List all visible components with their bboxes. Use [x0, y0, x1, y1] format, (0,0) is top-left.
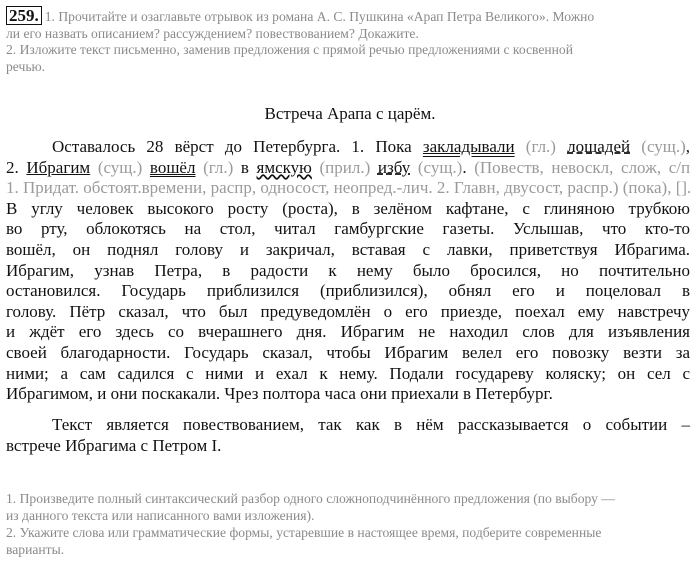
pos-tag: (сущ.)	[417, 157, 463, 177]
text-title: Встреча Арапа с царём.	[264, 104, 436, 123]
analyzed-line-1	[6, 137, 690, 158]
attribute-word: ямскую	[256, 157, 312, 177]
paragraph-line: во рту, облокотясь на стол, читал гамбургские газеты. Услышав, что кто-то	[6, 219, 690, 239]
analysis-note-line: 1. Придат. обстоят.времени, распр, односост, неопред.-лич. 2. Главн, двусост, распр.) (пока), [].	[6, 178, 692, 198]
footer-line: варианты.	[6, 542, 65, 557]
paragraph-line: ними; а сам садился с ними и ехал к нему. Подали государеву коляску; он сел с	[6, 363, 690, 383]
task-line: речью.	[6, 58, 46, 74]
text-segment: 2.	[6, 157, 27, 177]
footer-line: 1. Произведите полный синтаксический разбор одного сложноподчинённого предложения (по выбору —	[6, 491, 615, 506]
predicate-word: вошёл	[149, 157, 196, 177]
object-word: лошадей	[567, 137, 631, 156]
task-instructions	[6, 6, 690, 75]
pos-tag: (гл.)	[525, 137, 556, 156]
paragraph-line: остановился. Государь приблизился (приблизился), обнял его и поцеловал в	[6, 281, 690, 301]
pos-tag: (прил.)	[319, 157, 371, 177]
footer-line: из данного текста или написанного вами изложения).	[6, 508, 315, 523]
text-segment: Оставалось 28 вёрст до Петербурга. 1. Пока	[52, 137, 423, 156]
paragraph-line: и ждёт его здесь со вчерашнего дня. Ибрагим не находил слов для изъявления	[6, 322, 690, 342]
predicate-word: закладывали	[422, 137, 515, 156]
paragraph-line: вошёл, он поднял голову и закричал, вставая с лавки, приветствуя Ибрагима.	[6, 239, 690, 259]
adverbial-word: избу	[377, 157, 411, 177]
footer-line: 2. Укажите слова или грамматические формы, устаревшие в настоящее время, подберите современные	[6, 525, 602, 540]
task-line: ли его назвать описанием? рассуждением? повествованием? Докажите.	[6, 25, 419, 41]
text-segment: в	[240, 157, 249, 177]
conclusion	[6, 415, 690, 456]
paragraph-line: В углу человек высокого росту (роста), в зелёном кафтане, с глиняною трубкою	[6, 198, 690, 218]
conclusion-line: Текст является повествованием, так как в нём рассказывается о событии –	[52, 415, 690, 434]
pos-tag: (гл.)	[203, 157, 234, 177]
paragraph-line: Ибрагимом, и они поскакали. Чрез полтора часа они приехали в Петербург.	[6, 384, 553, 404]
task-line: 2. Изложите текст письменно, заменив предложения с прямой речью предложениями с косвенной	[6, 42, 574, 57]
text-segment: ,	[685, 137, 691, 156]
footer-tasks	[6, 490, 690, 558]
pos-tag: (сущ.)	[97, 157, 143, 177]
analysis-note: (Повеств, невоскл, слож, с/п	[474, 157, 691, 177]
subject-word: Ибрагим	[26, 157, 91, 177]
analyzed-line-2	[6, 158, 690, 179]
main-text	[6, 137, 690, 405]
exercise-number: 259.	[6, 6, 42, 25]
paragraph-line: своей благодарности. Государь сказал, чтобы Ибрагим велел его повозку везти за	[6, 342, 690, 362]
paragraph-line: голову. Пётр сказал, что был предуведомлён о его приезде, поехал ему навстречу	[6, 301, 690, 321]
paragraph-line: Ибрагим, узнав Петра, в радости к нему было бросился, но почтительно	[6, 260, 690, 280]
conclusion-line: встрече Ибрагима с Петром I.	[6, 435, 222, 455]
task-line: 1. Прочитайте и озаглавьте отрывок из романа А. С. Пушкина «Арап Петра Великого». Можно	[44, 9, 595, 24]
text-segment: .	[462, 157, 467, 177]
pos-tag: (сущ.)	[641, 137, 686, 156]
